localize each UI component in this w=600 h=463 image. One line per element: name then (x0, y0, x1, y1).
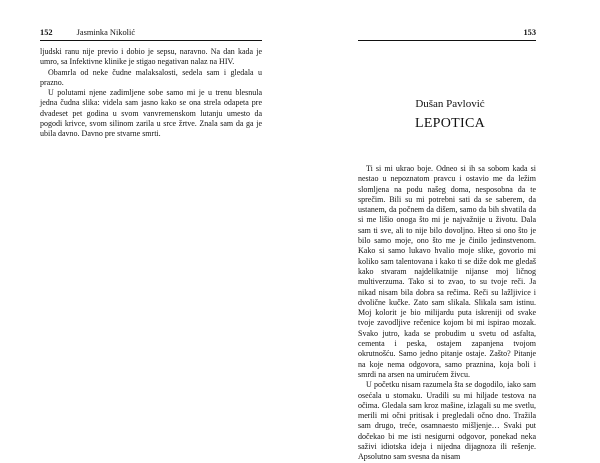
left-running-head-author: Jasminka Nikolić (76, 28, 136, 37)
left-paragraph-3: U polutami njene zadimljene sobe samo mi je u trenu blesnula jedna čudna slika: videla sam jasno kako se ona strela odapeta pre dvadeset pet godina u svom vanvremenskom lutanju umesto da pogodi krivce, svom silinom zarila u srce žrtve. Znala sam da ga je ubila davno. Davno pre stvarne smrti. (40, 88, 262, 139)
story-title: LEPOTICA (414, 116, 486, 131)
right-page-number: 153 (523, 28, 536, 37)
right-running-head (358, 27, 536, 39)
left-body-text (40, 47, 262, 140)
left-running-head (40, 27, 262, 39)
left-paragraph-1: ljudski ranu nije previo i dobio je sepsu, naravno. Na dan kada je umro, sa Infektivne klinike je stigao negativan nalaz na HIV. (40, 47, 262, 67)
right-header-rule (358, 40, 536, 41)
left-paragraph-2: Obamrla od neke čudne malaksalosti, sedela sam i gledala u prazno. (40, 67, 262, 87)
story-author: Dušan Pavlović (415, 98, 485, 110)
right-paragraph-2: U početku nisam razumela šta se dogodilo, iako sam osećala u stomaku. Uradili su mi hiljade testova na očima. Gledala sam kroz mašine, izlagali su me svetlu, merili mi očni pritisak i pregledali očno dno. Tražila sam drugo, treće, osamnaesto mišljenje… Svaki put dočekao bi me isti nesigurni odgovor, ponekad neka saživi idiotska ideja i nijedna dijagnoza ili rešenje. Apsolutno sam svesna da nisam (358, 380, 536, 462)
right-paragraph-1: Ti si mi ukrao boje. Odneo si ih sa sobom kada si nestao u nepoznatom pravcu i ostavio me da ležim slomljena na podu našeg doma, nesposobna da te sprečim. Bili su mi potrebni sati da se saberem, da ustanem, da počnem da dišem, samo da bih shvatila da si me lišio onoga što mi je najvažnije u životu. Dala sam ti sve, ali to nije bilo dovoljno. Hteo si ono što je bilo samo moje, ono što me je činilo jedinstvenom. Kako si samo lukavo hvalio moje slike, govorio mi koliko sam talentovana i kako ti se diže dok me gledaš kako stvaram najdelikatnije nijanse moj ličnog multiverzuma. Tako si to zvao, to su tvoje reči. Ja nikad nisam bila dobra sa rečima. Reči su lažljivice i dvolične kučke. Zato sam slikala. Slikala sam istinu. Moj kolorit je bio milijardu puta iskreniji od svake tvoje zavodljive rečenice kojom bi mi ispirao mozak. Svako jutro, kada se probudim u svetu od asfalta, cementa i peska, ostajem zapanjena tvojom okrutnošću. Samo jedno pitanje ostaje. Zašto? Pitanje na koje nema odgovora, samo praznina, koja boli i smrdi na arsen na umirućem živcu. (358, 164, 536, 379)
right-body-text (358, 164, 536, 463)
left-page-number: 152 (40, 28, 53, 37)
left-header-rule (40, 40, 262, 41)
